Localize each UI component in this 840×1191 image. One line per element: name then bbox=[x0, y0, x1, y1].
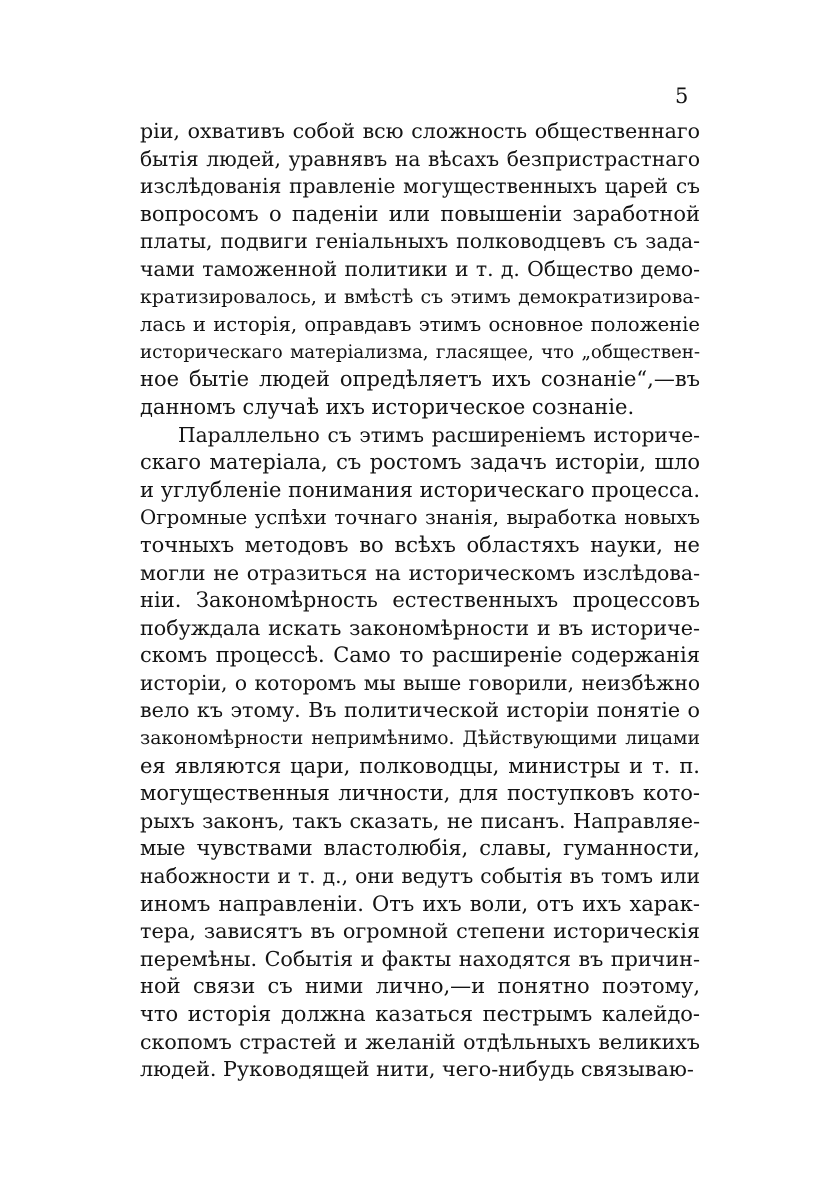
text-line: рыхъ законъ, такъ сказать, не писанъ. Направляе- bbox=[140, 808, 700, 833]
paragraph bbox=[140, 118, 700, 422]
text-line: закономѣрности непримѣнимо. Дѣйствующими лицами bbox=[140, 728, 700, 750]
text-line: кратизировалось, и вмѣстѣ съ этимъ демократизирова- bbox=[140, 285, 700, 308]
text-line: точныхъ методовъ во всѣхъ областяхъ науки, не bbox=[140, 532, 700, 557]
text-line: бытiя людей, уравнявъ на вѣсахъ безпристрастнаго bbox=[140, 146, 700, 171]
text-line: набожности и т. д., они ведутъ событiя въ томъ или bbox=[140, 864, 700, 889]
text-line: тера, зависятъ въ огромной степени историческiя bbox=[140, 919, 700, 944]
text-line: платы, подвиги генiальныхъ полководцевъ съ зада- bbox=[140, 229, 700, 254]
paragraph bbox=[140, 422, 700, 1084]
text-line: могущественныя личности, для поступковъ кото- bbox=[140, 781, 700, 806]
text-line: побуждала искать закономѣрности и въ историче- bbox=[140, 615, 700, 640]
text-line: Огромные успѣхи точнаго знанiя, выработка новыхъ bbox=[140, 506, 700, 530]
text-line: ное бытiе людей опредѣляетъ ихъ сознанiе“,—въ bbox=[140, 367, 700, 392]
text-line: скаго матерiала, съ ростомъ задачъ исторiи, шло bbox=[140, 450, 700, 475]
text-body bbox=[140, 118, 700, 1084]
text-line: перемѣны. Событiя и факты находятся въ причин- bbox=[140, 946, 700, 971]
text-line: вело къ этому. Въ политической исторiи понятiе о bbox=[140, 698, 700, 723]
text-line: исторiи, о которомъ мы выше говорили, неизбѣжно bbox=[140, 670, 700, 695]
page-number: 5 bbox=[675, 84, 689, 108]
text-line: что исторiя должна казаться пестрымъ калейдо- bbox=[140, 1002, 700, 1026]
text-line: скопомъ страстей и желанiй отдѣльныхъ великихъ bbox=[140, 1029, 700, 1054]
text-line: нiи. Закономѣрность естественныхъ процессовъ bbox=[140, 588, 700, 613]
text-line: лась и исторiя, оправдавъ этимъ основное положенiе bbox=[140, 313, 700, 337]
text-line: вопросомъ о паденiи или повышенiи заработной bbox=[140, 201, 700, 226]
text-line: Параллельно съ этимъ расширенiемъ историче- bbox=[178, 422, 700, 447]
text-line: рiи, охвативъ собой всю сложность общественнаго bbox=[140, 119, 700, 143]
text-line: ной связи съ ними лично,—и понятно поэтому, bbox=[140, 974, 700, 999]
text-line: изслѣдованiя правленiе могущественныхъ царей съ bbox=[140, 174, 700, 199]
text-line: и углубленiе понимания историческаго процесса. bbox=[140, 477, 700, 502]
text-line: могли не отразиться на историческомъ изслѣдова- bbox=[140, 560, 700, 585]
text-line: иномъ направленiи. Отъ ихъ воли, отъ ихъ харак- bbox=[140, 891, 700, 916]
text-line: историческаго матерiализма, гласящее, что „обществен- bbox=[140, 341, 700, 363]
text-line: мые чувствами властолюбiя, славы, гуманности, bbox=[140, 836, 700, 861]
text-line: людей. Руководящей нити, чего-нибудь связываю- bbox=[140, 1057, 694, 1082]
text-line: чами таможенной политики и т. д. Общество демо- bbox=[140, 256, 700, 281]
text-line: ея являются цари, полководцы, министры и т. п. bbox=[140, 753, 700, 778]
text-line: данномъ случаѣ ихъ историческое сознанiе. bbox=[140, 394, 635, 419]
text-line: скомъ процессѣ. Само то расширенiе содержанiя bbox=[140, 643, 700, 668]
